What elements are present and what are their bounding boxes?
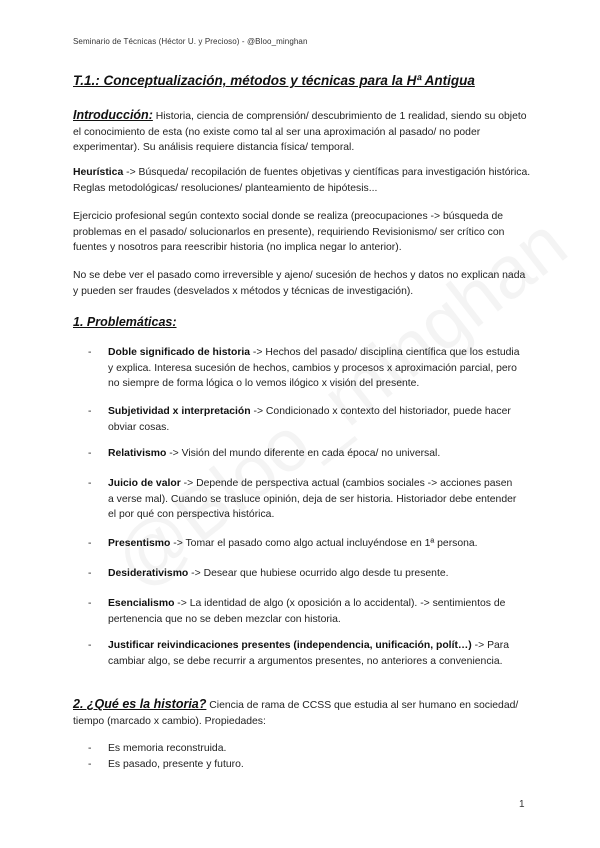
list-item: - Es pasado, presente y futuro. <box>88 759 244 770</box>
ejercicio-paragraph: Ejercicio profesional según contexto social donde se realiza (preocupaciones -> búsqueda de problemas en el pasado/ solucionarlos en presente), requiriendo Revisionismo/ ser crítico con fuentes y nosotros para reescribir historia (no implica negar lo anterior). <box>73 211 505 253</box>
document-title: T.1.: Conceptualización, métodos y técnicas para la Hª Antigua <box>73 73 475 88</box>
list-item: - Presentismo -> Tomar el pasado como algo actual incluyéndose en 1ª persona. <box>88 538 478 549</box>
list-item: - Justificar reivindicaciones presentes (independencia, unificación, polít…) -> Para cambiar algo, se debe recurrir a argumentos presentes, no anteriores a conveniencia. <box>88 640 510 667</box>
section2-heading: 2. ¿Qué es la historia? <box>73 697 207 711</box>
heuristica-paragraph <box>73 165 533 196</box>
list-item: - Es memoria reconstruida. <box>88 743 227 754</box>
list-item: - Subjetividad x interpretación -> Condicionado x contexto del historiador, puede hacer obviar cosas. <box>88 406 511 433</box>
section2-text: Ciencia de rama de CCSS que estudia al ser humano en sociedad/ tiempo (marcado x cambio). Propiedades: <box>73 700 519 727</box>
page-number: 1 <box>519 799 525 810</box>
list-item: - Doble significado de historia -> Hechos del pasado/ disciplina científica que los estudia y explica. Interesa sucesión de hechos, cambios y procesos x aproximación parcial, pero no siempre de forma lógica o lo vemos ilógico x visión del presente. <box>88 347 520 389</box>
heuristica-term: Heurística <box>73 167 124 178</box>
list-item: - Juicio de valor -> Depende de perspectiva actual (cambios sociales -> acciones pasen a verse mal). Cuando se trasluce opinión, deja de ser historia. Historiador debe entender el por qué con perspectiva histórica. <box>88 478 517 520</box>
pasado-paragraph: No se debe ver el pasado como irreversible y ajeno/ sucesión de hechos y datos no explican nada y pueden ser fraudes (desvelados x métodos y técnicas de investigación). <box>73 270 526 297</box>
intro-text: Historia, ciencia de comprensión/ descubrimiento de 1 realidad, siendo su objeto el conocimiento de esta (no existe como tal al ser una aproximación al pasado/ no poder experimentar). Su análisis requiere distancia física/ temporal. <box>73 111 527 153</box>
list-item: - Relativismo -> Visión del mundo diferente en cada época/ no universal. <box>88 448 441 459</box>
heuristica-text: -> Búsqueda/ recopilación de fuentes objetivas y científicas para investigación histórica. Reglas metodológicas/ resoluciones/ planteamiento de hipótesis... <box>73 167 531 194</box>
intro-heading: Introducción: <box>73 108 153 122</box>
page-header: Seminario de Técnicas (Héctor U. y Precioso) - @Bloo_minghan <box>73 37 308 46</box>
list-item: - Desiderativismo -> Desear que hubiese ocurrido algo desde tu presente. <box>88 568 449 579</box>
section2-paragraph <box>73 697 533 729</box>
intro-paragraph <box>73 108 533 156</box>
section1-heading: 1. Problemáticas: <box>73 315 177 329</box>
list-item: - Esencialismo -> La identidad de algo (x oposición a lo accidental). -> sentimientos de pertenencia que no se deben mezclar con historia. <box>88 598 506 625</box>
